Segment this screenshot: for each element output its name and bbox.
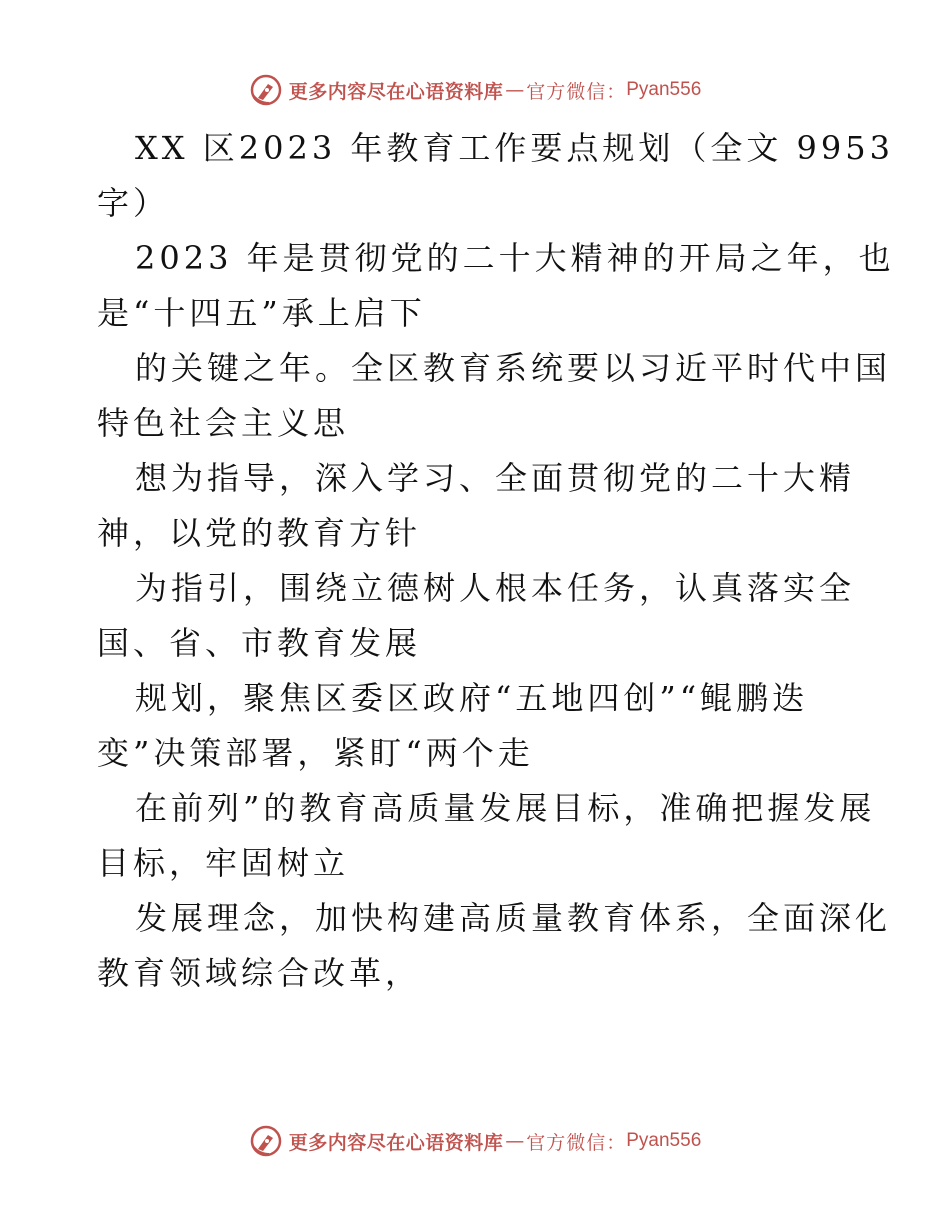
paragraph-line: 发展理念，加快构建高质量教育体系，全面深化: [135, 899, 892, 937]
paragraph: [97, 341, 892, 451]
paragraph-line: 是“十四五”承上启下: [97, 294, 426, 332]
paragraph: [97, 891, 892, 1001]
paragraph-line: 国、省、市教育发展: [97, 624, 422, 662]
pen-nib-logo-icon: [249, 1124, 283, 1158]
banner-dash: —: [505, 1130, 525, 1152]
paragraph-line: 为指引，围绕立德树人根本任务，认真落实全: [135, 569, 856, 607]
title-line-1: XX 区2023 年教育工作要点规划（全文 9953: [135, 129, 894, 167]
footer-watermark-banner: [0, 1121, 950, 1161]
paragraph-line: 的关键之年。全区教育系统要以习近平时代中国: [135, 349, 892, 387]
document-body: [97, 121, 895, 1001]
paragraph: [97, 231, 895, 341]
paragraph-line: 目标，牢固树立: [97, 844, 350, 882]
paragraph-line: 神，以党的教育方针: [97, 514, 422, 552]
paragraph-line: 规划，聚焦区委区政府“五地四创”“鲲鹏迭: [135, 679, 809, 717]
banner-dash: —: [505, 79, 525, 101]
paragraph-line: 变”决策部署，紧盯“两个走: [97, 734, 534, 772]
paragraph-line: 教育领域综合改革，: [97, 954, 422, 992]
banner-site-text: 更多内容尽在心语资料库: [288, 80, 504, 103]
banner-wechat-label: 官方微信：: [526, 80, 627, 103]
paragraph: [97, 671, 857, 781]
paragraph-line: 想为指导，深入学习、全面贯彻党的二十大精: [135, 459, 856, 497]
banner-wechat-label: 官方微信：: [526, 1131, 627, 1154]
banner-wechat-id: Pyan556: [626, 79, 702, 100]
paragraph-line: 在前列”的教育高质量发展目标，准确把握发展: [135, 789, 876, 827]
banner-wechat-id: Pyan556: [626, 1130, 702, 1151]
paragraph: [97, 561, 857, 671]
title-line-2: 字）: [97, 184, 170, 222]
header-watermark-banner: [0, 70, 950, 110]
paragraph-line: 特色社会主义思: [97, 404, 350, 442]
paragraph-line: 2023 年是贯彻党的二十大精神的开局之年，也: [135, 239, 895, 277]
pen-nib-logo-icon: [249, 73, 283, 107]
paragraph: [97, 451, 857, 561]
banner-site-text: 更多内容尽在心语资料库: [288, 1131, 504, 1154]
paragraph: [97, 781, 876, 891]
document-title: [97, 121, 894, 231]
